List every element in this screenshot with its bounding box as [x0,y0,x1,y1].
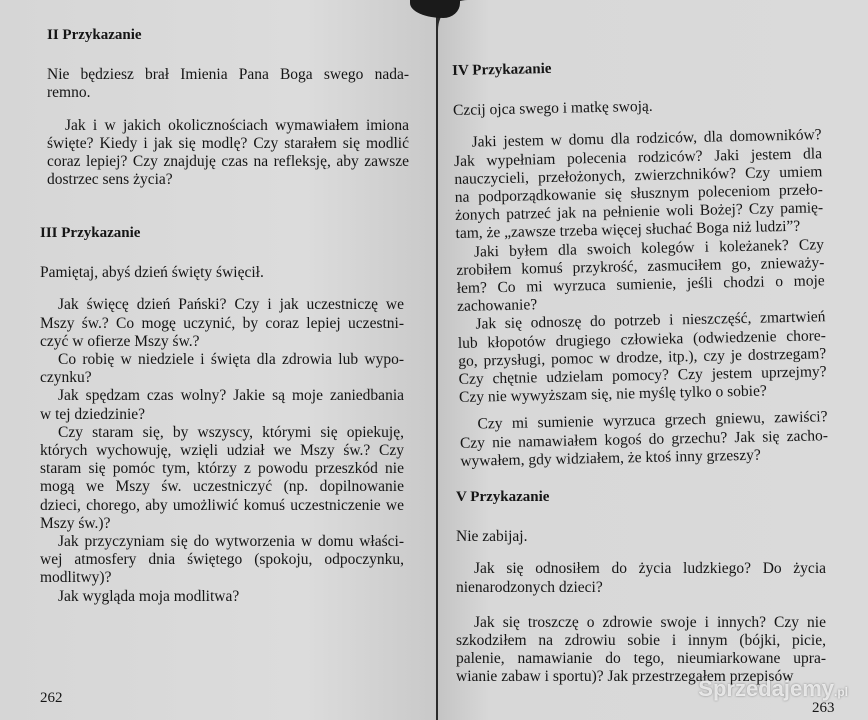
paragraph [456,236,825,317]
text-line: modlitwy)? [40,569,112,587]
text-line: dzieci, chorego, aby umożliwić komuś uczestniczenie we [40,496,404,514]
paragraph [456,528,826,546]
paragraph [47,66,409,102]
paragraph [40,533,404,588]
text-line: Nie będziesz brał Imienia Pana Boga swego nada- [47,66,409,84]
text-line: tam, że „zawsze trzeba więcej słuchać Boga niż ludzi”? [455,218,801,243]
text-line: Jak wygląda moja modlitwa? [58,587,240,605]
text-line: zrobiłem komuś przykrość, zasmuciłem go, znieważy- [456,254,825,279]
text-line: Jak przyczyniam się do wytworzenia w domu właści- [58,533,404,551]
paragraph [453,94,821,120]
text-line: mogą we Mszy św. uczestniczyć (np. dopilnowanie [40,478,404,496]
page-number-right: 263 [812,700,835,716]
paragraph [457,309,827,408]
text-line: których wychowuję, wzięli udział we Mszy św.? Czy [40,442,404,460]
text-line: nauczycieli, przełożonych, zwierzchników? Czy umiem [454,163,823,188]
section-v [456,488,826,704]
text-line: lub kłopotów drugiego człowieka (odwiedzenie chore- [457,326,826,352]
text-line: Jaki jestem w domu dla rodziców, dla domowników? [471,126,822,152]
text-line: go, przysługi, pomoc w drodze, itp.), czy je dostrzegam? [458,345,827,370]
text-line: Jak i w jakich okolicznościach wymawiałem imiona [65,116,409,134]
text-line: wianie zabaw i sportu)? Jak przestrzegałem przepisów [456,668,794,686]
text-line: dostrzec sens życia? [47,171,173,189]
text-line: Co robię w niedziele i święta dla zdrowia lub wypo- [58,351,404,369]
section-ii [47,26,409,223]
text-line: Czy staram się, by wszyscy, którymi się opiekuję, [58,423,404,441]
text-line: staram się pomóc tym, którzy z powodu przeszkód nie [40,460,404,478]
text-line: czyć w ofierze Mszy św.? [40,332,200,350]
paragraph [454,127,824,244]
paragraph [47,117,409,190]
text-line: coraz lepiej? Czy znajduję czas na refleksję, aby zawsze [47,153,409,171]
text-line: Jak wypełniam polecenia rodziców? Jaki jestem dla [453,144,823,170]
paragraph [40,588,404,606]
text-line: czynku? [40,369,92,387]
text-line: na podporządkowanie się słusznym poleceniom przeło- [454,181,823,206]
text-line: Czy chętnie udzielam pomocy? Czy jestem uprzejmy? [458,363,827,388]
paragraph [40,296,404,351]
text-line: Nie zabijaj. [456,528,528,546]
text-line: Jak spędzam czas wolny? Jakie są moje zaniedbania [58,387,404,405]
text-line: wej atmosfery dnia świętego (spokoju, odpoczynku, [40,551,404,569]
paragraph [459,409,828,471]
text-line: Czy nie wywyższam się, nie myślę tylko o sobie? [458,382,767,407]
text-line: Jak się odnosiłem do życia ludzkiego? Do życia [474,560,826,578]
text-line: Mszy św.)? [40,514,111,532]
section-heading: II Przykazanie [47,27,142,43]
text-line: szkodziłem na zdrowiu sobie i innym (bójki, picie, [456,632,826,650]
text-line: Jak święcę dzień Pański? Czy i jak uczestniczę we [58,296,404,314]
section-heading: IV Przykazanie [452,60,552,79]
text-line: nienarodzonych dzieci? [456,578,603,596]
paragraph [40,351,404,387]
paragraph [456,560,826,596]
watermark-logo: Sprzedajemy.pl [698,676,848,701]
section-heading: V Przykazanie [456,489,550,505]
text-line: Czcij ojca swego i matkę swoją. [452,98,653,120]
right-page [438,0,868,720]
paragraph [40,264,404,282]
text-line: wywałem, gdy widziałem, że ktoś inny grzeszy? [460,446,761,470]
section-iii [40,224,404,606]
text-line: Mszy św.? Co mogę uczynić, by coraz lepiej uczestni- [40,314,404,332]
text-line: remno. [47,84,91,102]
section-heading: III Przykazanie [40,225,141,241]
page-number-left: 262 [40,690,63,706]
section-iv [452,54,828,471]
text-line: Jak się odnoszę do potrzeb i nieszczęść, zmartwień [475,308,826,334]
text-line: Pamiętaj, abyś dzień święty święcił. [40,264,264,282]
text-line: łem? Co mi wyrzuca sumienie, jeśli chodzi o moje [456,272,825,297]
text-line: Czy mi sumienie wyrzuca grzech gniewu, zawiści? [477,408,828,433]
text-line: palenie, namawianie do tego, nieumiarkowane upra- [456,650,826,668]
text-line: w tej dziedzinie? [40,405,146,423]
paragraph [40,387,404,423]
text-line: święte? Kiedy i jak się modlę? Czy starałem się modlić [47,134,409,152]
paragraph [40,424,404,533]
text-line: żonych patrzeć jak na pełnienie woli Bożej? Czy pamię- [455,199,824,225]
text-line: Jak się troszczę o zdrowie swoje i innych? Czy nie [474,613,826,631]
text-line: Jaki byłem dla swoich kolegów i koleżanek? Czy [473,235,825,261]
text-line: zachowanie? [456,296,538,316]
text-line: Czy nie namawiałem kogoś do grzechu? Jak się zacho- [459,426,829,452]
